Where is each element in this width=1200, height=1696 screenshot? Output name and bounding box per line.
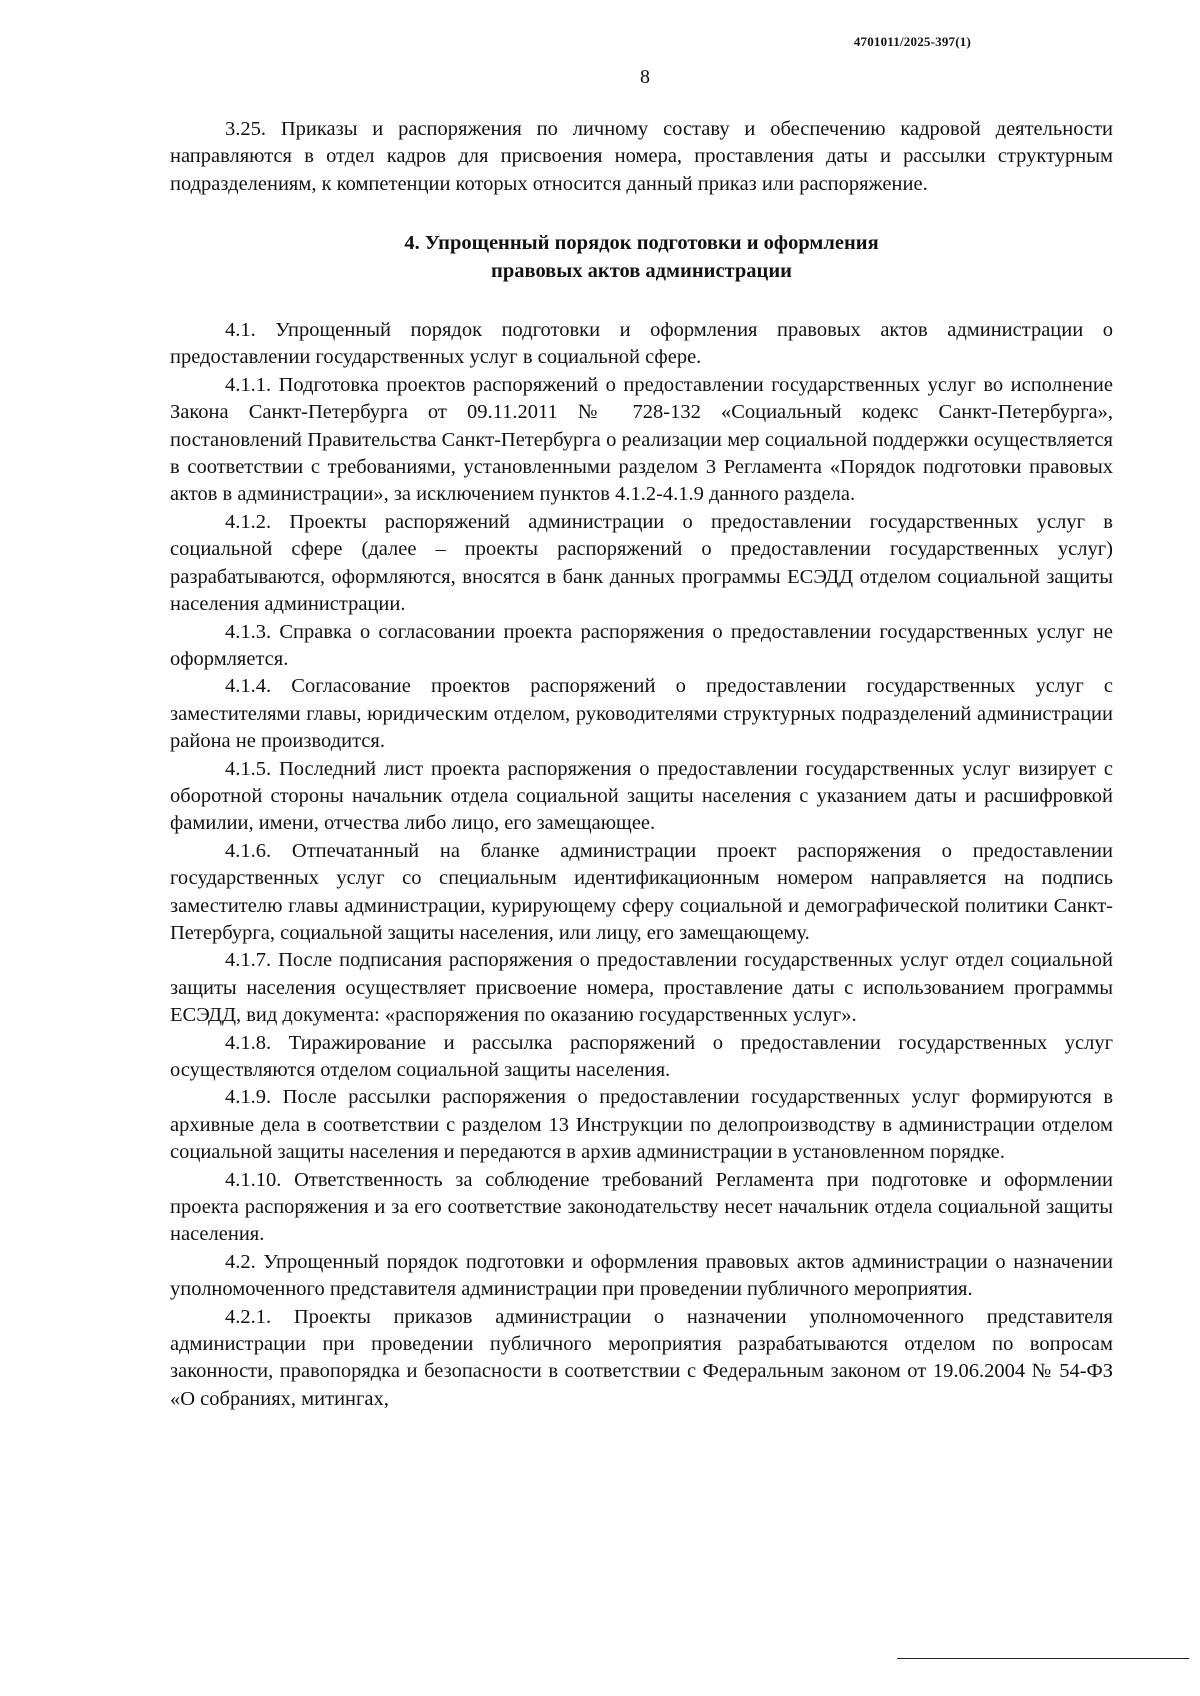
paragraph-4-2: 4.2. Упрощенный порядок подготовки и оформления правовых актов администрации о назначении уполномоченного представителя администрации при проведении публичного мероприятия. bbox=[170, 1250, 1113, 1301]
paragraph-4-2-1: 4.2.1. Проекты приказов администрации о назначении уполномоченного представителя администрации при проведении публичного мероприятия разрабатываются отделом по вопросам законности, правопорядка и безопасности в соответствии с Федеральным законом от 19.06.2004 № 54-ФЗ «О собраниях, митингах, bbox=[170, 1305, 1113, 1410]
paragraph-4-1-3: 4.1.3. Справка о согласовании проекта распоряжения о предоставлении государственных услуг не оформляется. bbox=[170, 620, 1113, 670]
document-registration-number: 4701011/2025-397(1) bbox=[853, 34, 971, 49]
paragraph-4-1-7: 4.1.7. После подписания распоряжения о предоставлении государственных услуг отдел социальной защиты населения осуществляет присвоение номера, проставление даты с использованием программы ЕСЭДД, вид документа: «распоряжения по оказанию государственных услуг». bbox=[170, 949, 1113, 1027]
paragraph-4-1-2: 4.1.2. Проекты распоряжений администрации о предоставлении государственных услуг в социальной сфере (далее – проекты распоряжений о предоставлении государственных услуг) разрабатываются, оформляются, вносятся в банк данных программы ЕСЭДД отделом социальной защиты населения администрации. bbox=[170, 510, 1113, 616]
section-title-line-1: 4. Упрощенный порядок подготовки и оформления bbox=[404, 232, 879, 255]
paragraph-4-1-9: 4.1.9. После рассылки распоряжения о предоставлении государственных услуг формируются в архивные дела в соответствии с разделом 13 Инструкции по делопроизводству в администрации отделом социальной защиты населения и передаются в архив администрации в установленном порядке. bbox=[170, 1086, 1113, 1164]
document-body bbox=[170, 116, 1113, 1413]
paragraph-4-1-8: 4.1.8. Тиражирование и рассылка распоряжений о предоставлении государственных услуг осуществляются отделом социальной защиты населения. bbox=[170, 1031, 1113, 1081]
paragraph-3-25: 3.25. Приказы и распоряжения по личному составу и обеспечению кадровой деятельности направляются в отдел кадров для присвоения номера, проставления даты и рассылки структурным подразделениям, к компетенции которых относится данный приказ или распоряжение. bbox=[170, 118, 1113, 195]
paragraph-4-1-4: 4.1.4. Согласование проектов распоряжений о предоставлении государственных услуг с заместителями главы, юридическим отделом, руководителями структурных подразделений администрации района не производится. bbox=[170, 675, 1113, 753]
paragraph-4-1: 4.1. Упрощенный порядок подготовки и оформления правовых актов администрации о предоставлении государственных услуг в социальной сфере. bbox=[170, 319, 1113, 369]
paragraph-4-1-10: 4.1.10. Ответственность за соблюдение требований Регламента при подготовке и оформлении проекта распоряжения и за его соответствие законодательству несет начальник отдела социальной защиты населения. bbox=[170, 1168, 1113, 1246]
section-4-heading bbox=[170, 230, 1113, 285]
page-number bbox=[0, 66, 1200, 89]
paragraph-4-1-6: 4.1.6. Отпечатанный на бланке администрации проект распоряжения о предоставлении государственных услуг со специальным идентификационным номером направляется на подпись заместителю главы администрации, курирующему сферу социальной и демографической политики Санкт-Петербурга, социальной защиты населения, или лицу, его замещающему. bbox=[170, 839, 1113, 944]
footer-divider-line bbox=[897, 1658, 1189, 1659]
section-title-line-2: правовых актов администрации bbox=[491, 259, 792, 282]
page-number-text: 8 bbox=[640, 66, 650, 88]
paragraph-4-1-1: 4.1.1. Подготовка проектов распоряжений о предоставлении государственных услуг во исполнение Закона Санкт-Петербурга от 09.11.2011 № 728-132 «Социальный кодекс Санкт-Петербурга», постановлений Правительства Санкт-Петербурга о реализации мер социальной поддержки осуществляется в соответствии с требованиями, установленными разделом 3 Регламента «Порядок подготовки правовых актов в администрации», за исключением пунктов 4.1.2-4.1.9 данного раздела. bbox=[170, 373, 1113, 506]
paragraph-4-1-5: 4.1.5. Последний лист проекта распоряжения о предоставлении государственных услуг визирует с оборотной стороны начальник отдела социальной защиты населения с указанием даты и расшифровкой фамилии, имени, отчества либо лицо, его замещающее. bbox=[170, 757, 1113, 835]
